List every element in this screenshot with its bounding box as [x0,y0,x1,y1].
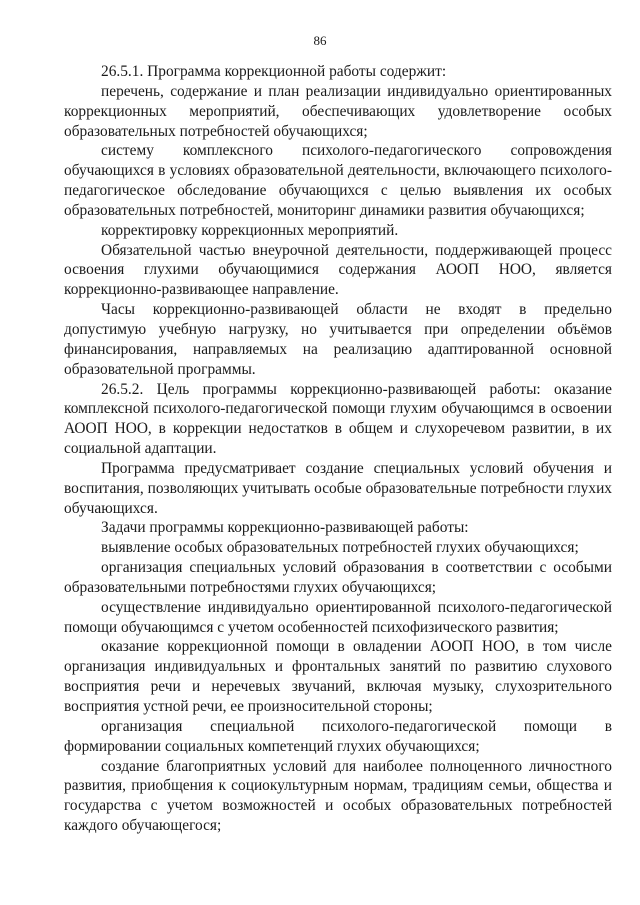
paragraph: осуществление индивидуально ориентированной психолого-педагогической помощи обучающимся с учетом особенностей психофизического развития; [64,598,612,636]
paragraph: оказание коррекционной помощи в овладении АООП НОО, в том числе организация индивидуальных и фронтальных занятий по развитию слухового восприятия речи и неречевых звучаний, включая музыку, слухозрительного восприятия устной речи, ее произносительной стороны; [64,638,612,715]
paragraph: организация специальных условий образования в соответствии с особыми образовательными потребностями глухих обучающихся; [64,559,612,596]
paragraph: систему комплексного психолого-педагогического сопровождения обучающихся в условиях образовательной деятельности, включающего психолого-педагогическое обследование обучающихся с целью выявления их особых образовательных потребностей, мониторинг динамики развития обучающихся; [64,142,612,219]
page-number: 86 [313,33,327,48]
paragraph: корректировку коррекционных мероприятий. [101,221,399,239]
paragraph: перечень, содержание и план реализации индивидуально ориентированных коррекционных мероприятий, обеспечивающих удовлетворение особых образовательных потребностей обучающихся; [64,82,612,140]
paragraph: создание благоприятных условий для наиболее полноценного личностного развития, приобщения к социокультурным нормам, традициям семьи, общества и государства с учетом возможностей и особых образовательных потребностей каждого обучающегося; [64,757,612,835]
paragraph: 26.5.1. Программа коррекционной работы содержит: [101,63,447,80]
paragraph: выявление особых образовательных потребностей глухих обучающихся; [101,539,579,557]
paragraph: 26.5.2. Цель программы коррекционно-развивающей работы: оказание комплексной психолого-педагогической помощи глухим обучающимся в освоении АООП НОО, в коррекции недостатков в общем и слухоречевом развитии, в их социальной адаптации. [64,380,612,458]
document-body [64,62,612,836]
paragraph: Задачи программы коррекционно-развивающей работы: [101,519,469,537]
paragraph: Часы коррекционно-развивающей области не входят в предельно допустимую учебную нагрузку, но учитывается при определении объёмов финансирования, направляемых на реализацию адаптированной основной образовательной программы. [64,301,612,378]
paragraph: организация специальной психолого-педагогической помощи в формировании социальных компетенций глухих обучающихся; [64,717,612,755]
paragraph: Обязательной частью внеурочной деятельности, поддерживающей процесс освоения глухими обучающимися содержания АООП НОО, является коррекционно-развивающее направление. [64,241,612,299]
paragraph: Программа предусматривает создание специальных условий обучения и воспитания, позволяющих учитывать особые образовательные потребности глухих обучающихся. [64,459,612,517]
